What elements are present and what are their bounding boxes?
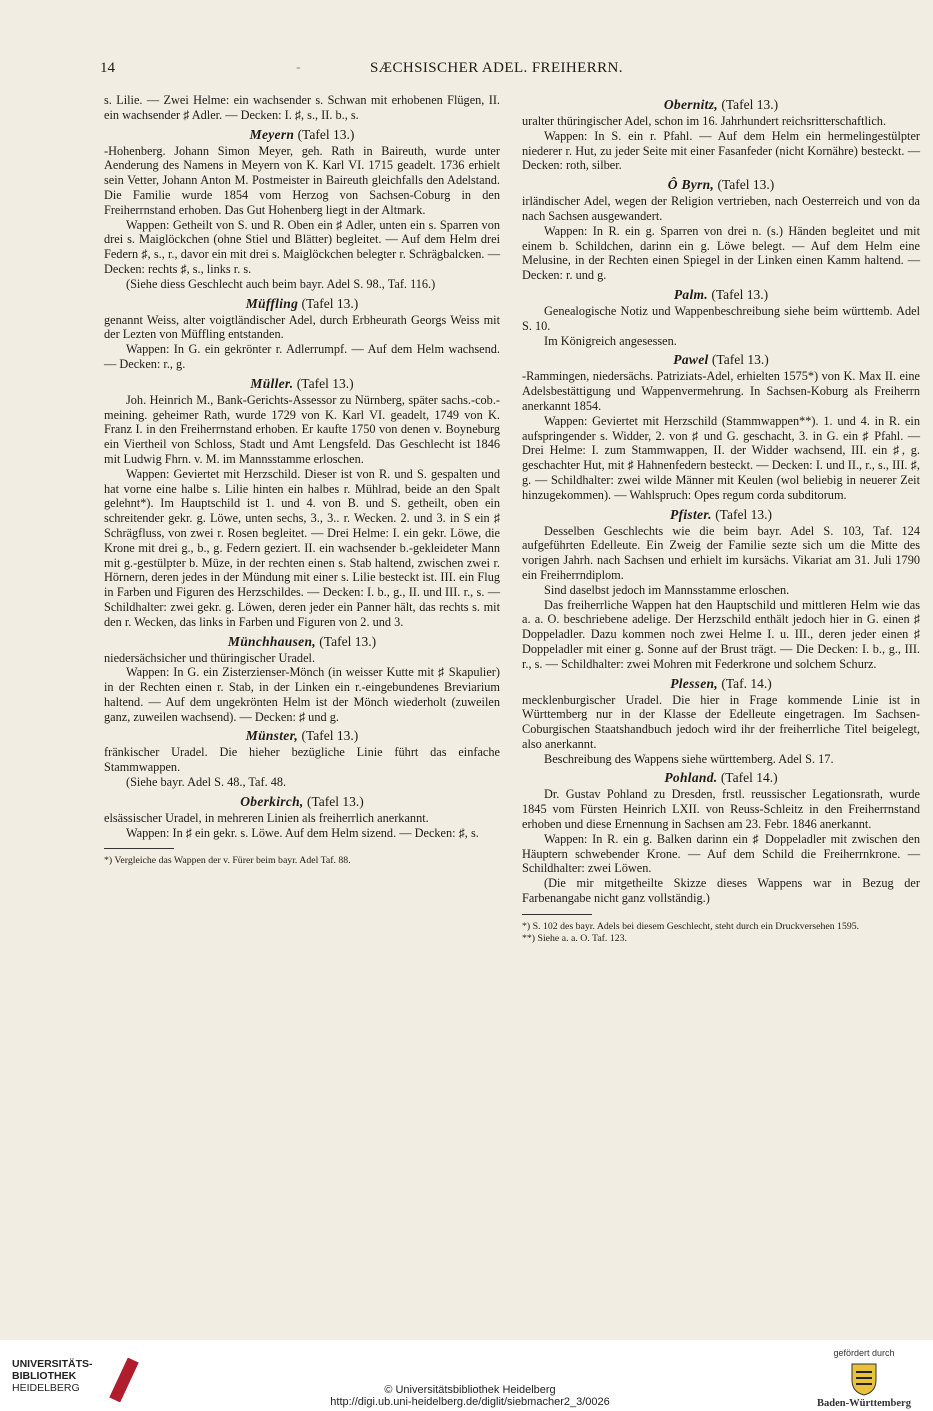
entry-name: Müffling: [245, 295, 299, 311]
right-column: [522, 93, 920, 945]
page-number: 14: [100, 60, 115, 76]
footnote: *) S. 102 des bayr. Adels bei diesem Geschlecht, steht durch ein Druckversehen 1595.: [522, 920, 860, 932]
library-mark-icon: [104, 1358, 144, 1402]
entry-paragraph: elsässischer Uradel, in mehreren Linien als freiherrlich anerkannt.: [104, 810, 429, 825]
source-url[interactable]: http://digi.ub.uni-heidelberg.de/diglit/siebmacher2_3/0026: [330, 1396, 610, 1408]
entry-paragraph: Dr. Gustav Pohland zu Dresden, frstl. reussischer Legationsrath, wurde 1845 vom Fürsten Heinrich LXII. von Reuss-Schleitz in den Freiherrnstand erhoben und diese Ernennung in Sachsen am 23. Febr. 1846 anerkannt.: [522, 787, 920, 832]
right-footnotes: [522, 921, 920, 945]
footnote-rule: [104, 848, 174, 849]
entry-heading: [104, 295, 500, 312]
header-separator: -: [296, 60, 301, 75]
entry-paragraph: irländischer Adel, wegen der Religion vertrieben, nach Oesterreich und von da nach Sachsen ausgewandert.: [522, 194, 920, 223]
entry-heading: [104, 633, 500, 650]
entry-name: Pawel: [673, 352, 709, 368]
entry-paragraph: Das freiherrliche Wappen hat den Hauptschild und mittleren Helm wie das a. a. O. beschriebene adelige. Der Herzschild enthält jedoch hier in G. einen ♯ Doppeladler. Dazu kommen noch zwei Helme I. u. III., deren jeder einen ♯ Doppeladler mit einer g. Sonne auf der Brust trägt. — Die Decken: I. b., g., III. r., s. — Schildhalter: zwei Mohren mit Federkrone und solchem Schurz.: [522, 597, 920, 671]
entry-name: Meyern: [249, 126, 295, 142]
digitization-footer: [0, 1340, 933, 1411]
entry-heading: [522, 506, 920, 523]
entry-paragraph: mecklenburgischer Uradel. Die hier in Frage kommende Linie ist in Württemberg nur in der Klasse der Edelleute eingetragen. Im Sachsen-Coburgischen Staatshandbuch jedoch wird ihr der freiherrliche Titel beigelegt, also anerkannt.: [522, 692, 920, 751]
library-name-line2: BIBLIOTHEK: [12, 1370, 77, 1382]
entry-plate-ref: (Tafel 13.): [306, 793, 364, 809]
entry-paragraph: Wappen: Geviertet mit Herzschild (Stammwappen**). 1. und 4. in R. ein aufspringender s. Widder, 2. von ♯ und G. geschacht, 3. in G. ein ♯ Pfahl. — Drei Helme: I. zum Stammwappen, II. der Widder wachsend, III. ein ♯, g. geschachter Hut, mit ♯ Hahnenfedern besteckt. — Decken: I. und II., r., s., III. ♯, g. — Schildhalter: zwei wilde Männer mit Keulen (wol beliebig in neuerer Zeit hinzugekommen). — Wahlspruch: Opes regum corda subditorum.: [522, 413, 920, 502]
entry-paragraph: -Hohenberg. Johann Simon Meyer, geh. Rath in Baireuth, wurde unter Aenderung des Namens in Meyern von K. Karl VI. 1715 geadelt. 1736 erhielt sein Vetter, Johann Anton M. Postmeister in Baireuth gleichfalls den Adelstand. Die Familie wurde 1854 vom Herzog von Sachsen-Coburg in den Freiherrnstand erhoben. Das Gut Hohenberg liegt in der Altmark.: [104, 143, 500, 217]
entry-heading: [522, 769, 920, 786]
entry-paragraph: s. Lilie. — Zwei Helme: ein wachsender s. Schwan mit erhobenen Flügen, II. ein wachsender ♯ Adler. — Decken: I. ♯, s., II. b., s.: [104, 93, 500, 122]
entry-paragraph: Beschreibung des Wappens siehe württemberg. Adel S. 17.: [544, 751, 834, 766]
copyright-info: [270, 1384, 670, 1408]
right-column-body: [522, 96, 920, 906]
entry-plate-ref: (Tafel 13.): [715, 506, 772, 522]
entry-heading: [522, 675, 920, 692]
entry-heading: [522, 176, 920, 193]
entry-plate-ref: (Tafel 13.): [319, 633, 377, 649]
entry-plate-ref: (Tafel 13.): [717, 177, 775, 193]
entry-paragraph: Wappen: In R. ein g. Balken darinn ein ♯ Doppeladler mit zwischen den Häuptern schwebender Krone. — Auf dem Schild die Freiherrnkrone. — Schildhalter: zwei Löwen.: [522, 831, 920, 876]
footnote-rule: [522, 914, 592, 915]
library-name-line1: UNIVERSITÄTS-: [12, 1358, 93, 1370]
entry-name: Pohland.: [664, 770, 718, 786]
entry-plate-ref: (Tafel 14.): [720, 770, 778, 786]
state-coat-of-arms-icon: [844, 1362, 884, 1396]
entry-heading: [522, 96, 920, 113]
entry-plate-ref: (Tafel 13.): [721, 97, 779, 112]
entry-plate-ref: (Tafel 13.): [297, 126, 355, 142]
entry-name: Oberkirch,: [240, 793, 304, 809]
entry-paragraph: Wappen: In S. ein r. Pfahl. — Auf dem Helm ein hermelingestülpter niederer r. Hut, zu jeder Seite mit einer Fasanfeder (nicht Kornähre) besteckt. — Decken: roth, silber.: [522, 128, 920, 173]
entry-paragraph: Wappen: In G. ein gekrönter r. Adlerrumpf. — Auf dem Helm wachsend. — Decken: r., g.: [104, 342, 500, 371]
left-column: [104, 93, 500, 867]
left-column-body: [104, 93, 500, 840]
entry-paragraph: (Die mir mitgetheilte Skizze dieses Wappens war in Bezug der Farbenangabe nicht ganz vollständig.): [522, 876, 920, 906]
entry-plate-ref: (Taf. 14.): [721, 675, 772, 691]
sponsor-name: Baden-Württemberg: [817, 1398, 911, 1409]
library-logo[interactable]: [12, 1358, 162, 1406]
entry-paragraph: uralter thüringischer Adel, schon im 16. Jahrhundert reichsritterschaftlich.: [522, 114, 887, 128]
entry-name: Plessen,: [670, 675, 718, 691]
entry-name: Pfister.: [670, 506, 712, 522]
page-header: [100, 60, 913, 82]
footnote: *) Vergleiche das Wappen der v. Fürer beim bayr. Adel Taf. 88.: [104, 855, 351, 867]
entry-paragraph: Joh. Heinrich M., Bank-Gerichts-Assessor zu Nürnberg, später sachs.-cob.-meining. geheimer Rath, wurde 1729 von K. Karl VI. geadelt, 1749 von K. Franz I. in den Freiherrnstand erhoben. Er kaufte 1750 von denen v. Boyneburg ein Viertheil von Schloss, Stadt und Amt Lengsfeld. Das Geschlecht ist 1846 mit Ludwig Fhrn. v. M. im Mannsstamme erloschen.: [104, 392, 500, 466]
entry-heading: [522, 286, 920, 303]
entry-heading: [104, 793, 500, 810]
entry-paragraph: (Siehe bayr. Adel S. 48., Taf. 48.: [126, 775, 287, 790]
left-footnotes: [104, 855, 500, 867]
entry-paragraph: Wappen: In G. ein Zisterzienser-Mönch (in weisser Kutte mit ♯ Skapulier) in der Rechten einen r. Stab, in der Linken ein r.-eingebundenes Breviarium haltend. — Auf dem ungekrönten Helm ist der Mönch wiederholt (zuweilen ganz, zuweilen wachsend). — Decken: ♯ und g.: [104, 665, 500, 724]
entry-name: Palm.: [673, 286, 708, 302]
entry-paragraph: Genealogische Notiz und Wappenbeschreibung siehe beim württemb. Adel S. 10.: [522, 303, 920, 333]
entry-heading: [522, 351, 920, 368]
entry-plate-ref: (Tafel 13.): [711, 286, 769, 302]
entry-name: Münchhausen,: [227, 633, 316, 649]
entry-name: Ô Byrn,: [667, 177, 715, 193]
entry-plate-ref: (Tafel 13.): [301, 728, 359, 744]
running-title: SÆCHSISCHER ADEL. FREIHERRN.: [370, 60, 623, 76]
entry-paragraph: fränkischer Uradel. Die hieher bezügliche Linie führt das einfache Stammwappen.: [104, 745, 500, 775]
entry-paragraph: Wappen: Getheilt von S. und R. Oben ein ♯ Adler, unten ein s. Sparren von drei s. Maiglöckchen (ohne Stiel und Blätter) begleitet. — Auf dem Helm drei Federn ♯, s., r., davor ein mit drei s. Maiglöckchen belegter r. Schrägbalcken. — Decken: rechts ♯, s., links r. s.: [104, 217, 500, 276]
copyright-text: © Universitätsbibliothek Heidelberg: [384, 1384, 556, 1396]
sponsor-block: [809, 1348, 919, 1409]
entry-name: Obernitz,: [663, 97, 718, 112]
library-name-line3: HEIDELBERG: [12, 1382, 80, 1394]
entry-paragraph: genannt Weiss, alter voigtländischer Adel, durch Erbheurath Georgs Weiss mit der Lezten von Müffling entstanden.: [104, 312, 500, 342]
entry-heading: [104, 727, 500, 744]
entry-paragraph: niedersächsicher und thüringischer Uradel.: [104, 650, 316, 665]
entry-paragraph: Sind daselbst jedoch im Mannsstamme erloschen.: [544, 582, 790, 597]
entry-heading: [104, 375, 500, 392]
footnote: **) Siehe a. a. O. Taf. 123.: [522, 932, 627, 944]
entry-paragraph: Wappen: In R. ein g. Sparren von drei n. (s.) Händen begleitet und mit einem b. Schildchen, darinn ein g. Löwe belegt. — Auf dem Helm eine Melusine, in der Rechten einen Spiegel in der Linken einen Kamm haltend. — Decken: r. und g.: [522, 223, 920, 283]
entry-plate-ref: (Tafel 13.): [711, 352, 769, 368]
entry-name: Münster,: [245, 728, 299, 744]
entry-paragraph: Desselben Geschlechts wie die beim bayr. Adel S. 103, Taf. 124 aufgeführten Edelleute. Ein Zweig der Familie sezte sich um die Mitte des vorigen Jahrh. nach Sachsen und erhielt im kursächs. Vikariat am 31. Juli 1790 ein Freiherrndiplom.: [522, 523, 920, 582]
entry-paragraph: (Siehe diess Geschlecht auch beim bayr. Adel S. 98., Taf. 116.): [126, 276, 436, 291]
entry-name: Müller.: [250, 375, 294, 391]
sponsor-label: gefördert durch: [833, 1348, 895, 1358]
entry-plate-ref: (Tafel 13.): [301, 295, 359, 311]
entry-heading: [104, 126, 500, 143]
entry-plate-ref: (Tafel 13.): [296, 375, 354, 391]
entry-paragraph: Wappen: Geviertet mit Herzschild. Dieser ist von R. und S. gespalten und hat vorne eine halbe s. Lilie hinten ein halbes r. Mühlrad, beide an den Spalt gelehnt*). Im Hauptschild ist 1. und 4. von B. und S. getheilt, oben ein schreitender gekr. g. Löwe, unten sechs, 3., 3.. r. Wecken. 2. und 3. in S ein ♯ Schrägfluss, von zwei r. Rosen begleitet. — Drei Helme: I. ein gekr. Löwe, die Krone mit drei g., b., g. Federn geziert. II. ein wachsender b.-gekleideter Mann mit g.-gestülpter b. Müze, in der rechten einen s. Stab haltend, zwischen zwei r. Hörnern, deren jedes in der Mündung mit einer s. Lilie besteckt ist. III. ein Flug in Farben und Figuren des Herzschildes. — Decken: I. b., g., II. und III. r., s. — Schildhalter: zwei gekr. g. Löwen, deren jeder ein Panner hält, das rechts s. mit den r. Wecken, das links in Farben und Figuren von 2. und 3.: [104, 466, 500, 629]
entry-paragraph: -Rammingen, niedersächs. Patriziats-Adel, erhielten 1575*) von K. Max II. eine Adelsbestättigung und Wappenvermehrung. In Sachsen-Koburg als Freiherrn anerkannt 1854.: [522, 369, 920, 413]
entry-paragraph: Wappen: In ♯ ein gekr. s. Löwe. Auf dem Helm sizend. — Decken: ♯, s.: [126, 825, 479, 840]
entry-paragraph: Im Königreich angesessen.: [544, 333, 677, 348]
